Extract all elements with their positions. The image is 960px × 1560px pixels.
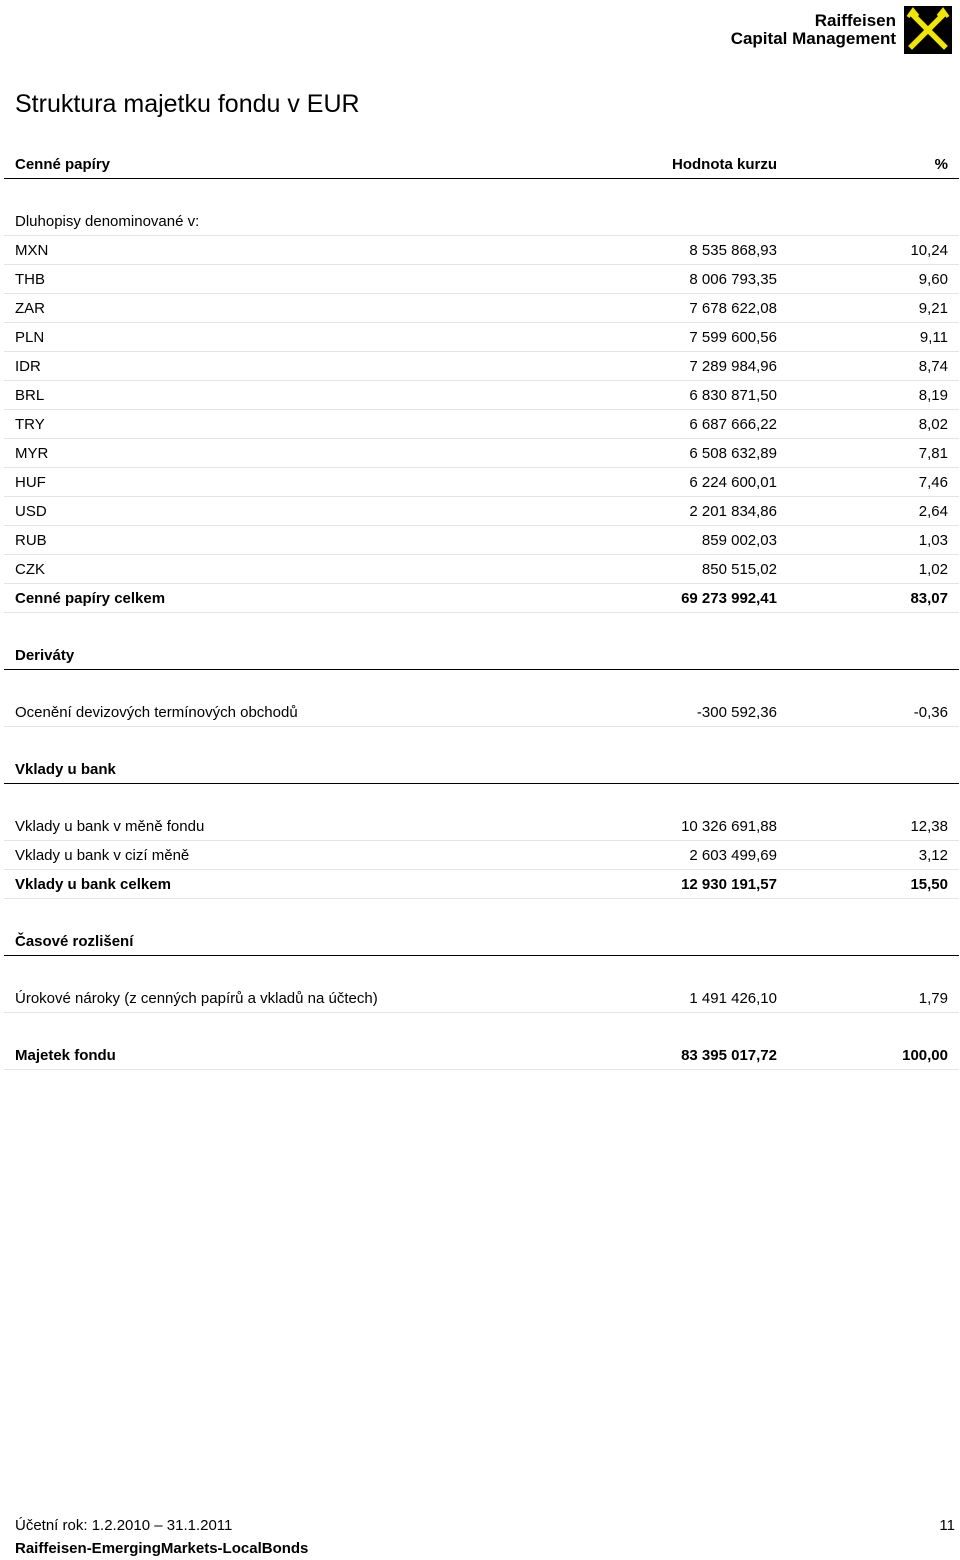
bond-currency: TRY bbox=[15, 415, 45, 433]
bond-value: 8 535 868,93 bbox=[689, 241, 777, 259]
table-row bbox=[4, 555, 959, 584]
bonds-heading-label: Dluhopisy denominované v: bbox=[15, 212, 200, 230]
accounting-period: Účetní rok: 1.2.2010 – 31.1.2011 bbox=[15, 1517, 233, 1534]
bonds-total-pct: 83,07 bbox=[910, 589, 948, 607]
table-row bbox=[4, 698, 959, 727]
table-row bbox=[4, 439, 959, 468]
deposits-row-value: 2 603 499,69 bbox=[689, 846, 777, 864]
bond-currency: IDR bbox=[15, 357, 41, 375]
deposits-row-pct: 12,38 bbox=[910, 817, 948, 835]
table-row bbox=[4, 323, 959, 352]
spacer bbox=[4, 956, 959, 984]
bond-currency: BRL bbox=[15, 386, 45, 404]
accruals-heading-label: Časové rozlišení bbox=[15, 932, 134, 950]
spacer bbox=[4, 899, 959, 927]
accruals-heading bbox=[4, 927, 959, 956]
accruals-row-value: 1 491 426,10 bbox=[689, 989, 777, 1007]
accruals-row-pct: 1,79 bbox=[918, 989, 948, 1007]
bond-rows bbox=[4, 236, 959, 584]
bond-value: 6 830 871,50 bbox=[689, 386, 777, 404]
bond-currency: HUF bbox=[15, 473, 46, 491]
fund-name: Raiffeisen-EmergingMarkets-LocalBonds bbox=[15, 1540, 309, 1557]
bonds-total-row bbox=[4, 584, 959, 613]
table-row bbox=[4, 236, 959, 265]
bond-value: 8 006 793,35 bbox=[689, 270, 777, 288]
page-title: Struktura majetku fondu v EUR bbox=[15, 90, 360, 118]
bond-currency: ZAR bbox=[15, 299, 45, 317]
spacer bbox=[4, 1013, 959, 1041]
deposits-row-pct: 3,12 bbox=[918, 846, 948, 864]
deposits-row-label: Vklady u bank v cizí měně bbox=[15, 846, 190, 864]
deposits-heading bbox=[4, 755, 959, 784]
table-row bbox=[4, 410, 959, 439]
bond-value: 7 289 984,96 bbox=[689, 357, 777, 375]
deposits-total-row bbox=[4, 870, 959, 899]
derivatives-row-value: -300 592,36 bbox=[696, 703, 777, 721]
logo-text bbox=[731, 12, 896, 48]
bond-value: 6 687 666,22 bbox=[689, 415, 777, 433]
deposits-heading-label: Vklady u bank bbox=[15, 760, 116, 778]
table-header bbox=[4, 150, 959, 179]
spacer bbox=[4, 784, 959, 812]
fund-total-value: 83 395 017,72 bbox=[681, 1046, 777, 1064]
bond-currency: RUB bbox=[15, 531, 47, 549]
column-header-label: Cenné papíry bbox=[15, 155, 111, 173]
bond-pct: 7,81 bbox=[918, 444, 948, 462]
fund-total-label: Majetek fondu bbox=[15, 1046, 116, 1064]
bond-currency: CZK bbox=[15, 560, 45, 578]
page-footer bbox=[15, 1514, 955, 1560]
page-number: 11 bbox=[939, 1517, 955, 1534]
table-row bbox=[4, 265, 959, 294]
bond-pct: 10,24 bbox=[910, 241, 948, 259]
table-row bbox=[4, 468, 959, 497]
fund-total-pct: 100,00 bbox=[902, 1046, 948, 1064]
raiffeisen-logo bbox=[731, 6, 952, 54]
bond-value: 7 599 600,56 bbox=[689, 328, 777, 346]
bond-value: 859 002,03 bbox=[701, 531, 777, 549]
gable-cross-icon bbox=[904, 6, 952, 54]
bond-pct: 8,74 bbox=[918, 357, 948, 375]
asset-structure-table bbox=[4, 150, 959, 1070]
spacer bbox=[4, 179, 959, 207]
fund-total-row bbox=[4, 1041, 959, 1070]
bond-currency: THB bbox=[15, 270, 45, 288]
bond-pct: 2,64 bbox=[918, 502, 948, 520]
table-row bbox=[4, 841, 959, 870]
logo-line1: Raiffeisen bbox=[814, 11, 896, 30]
footer-line bbox=[15, 1537, 955, 1560]
bond-pct: 9,21 bbox=[918, 299, 948, 317]
deposits-total-value: 12 930 191,57 bbox=[681, 875, 777, 893]
bond-currency: MYR bbox=[15, 444, 49, 462]
bond-value: 850 515,02 bbox=[701, 560, 777, 578]
table-row bbox=[4, 812, 959, 841]
bond-pct: 8,02 bbox=[918, 415, 948, 433]
derivatives-row-pct: -0,36 bbox=[913, 703, 948, 721]
table-row bbox=[4, 526, 959, 555]
bonds-total-label: Cenné papíry celkem bbox=[15, 589, 166, 607]
deposits-total-label: Vklady u bank celkem bbox=[15, 875, 171, 893]
column-header-value: Hodnota kurzu bbox=[672, 155, 777, 173]
spacer bbox=[4, 727, 959, 755]
table-row bbox=[4, 352, 959, 381]
table-row bbox=[4, 497, 959, 526]
bond-pct: 9,11 bbox=[919, 328, 948, 346]
bond-pct: 9,60 bbox=[918, 270, 948, 288]
bond-value: 2 201 834,86 bbox=[689, 502, 777, 520]
deposits-row-label: Vklady u bank v měně fondu bbox=[15, 817, 205, 835]
column-header-pct: % bbox=[934, 155, 948, 173]
bond-pct: 1,03 bbox=[918, 531, 948, 549]
bonds-total-value: 69 273 992,41 bbox=[681, 589, 777, 607]
derivatives-heading bbox=[4, 641, 959, 670]
table-row bbox=[4, 381, 959, 410]
derivatives-heading-label: Deriváty bbox=[15, 646, 75, 664]
bond-value: 7 678 622,08 bbox=[689, 299, 777, 317]
table-row bbox=[4, 294, 959, 323]
table-row bbox=[4, 984, 959, 1013]
accruals-row-label: Úrokové nároky (z cenných papírů a vkladů na účtech) bbox=[15, 989, 378, 1007]
bond-pct: 7,46 bbox=[918, 473, 948, 491]
bond-currency: PLN bbox=[15, 328, 45, 346]
bond-value: 6 224 600,01 bbox=[689, 473, 777, 491]
deposits-row-value: 10 326 691,88 bbox=[681, 817, 777, 835]
spacer bbox=[4, 613, 959, 641]
logo-line2: Capital Management bbox=[730, 29, 896, 48]
bond-currency: USD bbox=[15, 502, 47, 520]
bond-pct: 1,02 bbox=[918, 560, 948, 578]
bond-currency: MXN bbox=[15, 241, 49, 259]
derivatives-row-label: Ocenění devizových termínových obchodů bbox=[15, 703, 298, 721]
bond-pct: 8,19 bbox=[918, 386, 948, 404]
bonds-heading bbox=[4, 207, 959, 236]
spacer bbox=[4, 670, 959, 698]
deposits-total-pct: 15,50 bbox=[910, 875, 948, 893]
footer-line bbox=[15, 1514, 955, 1537]
bond-value: 6 508 632,89 bbox=[689, 444, 777, 462]
